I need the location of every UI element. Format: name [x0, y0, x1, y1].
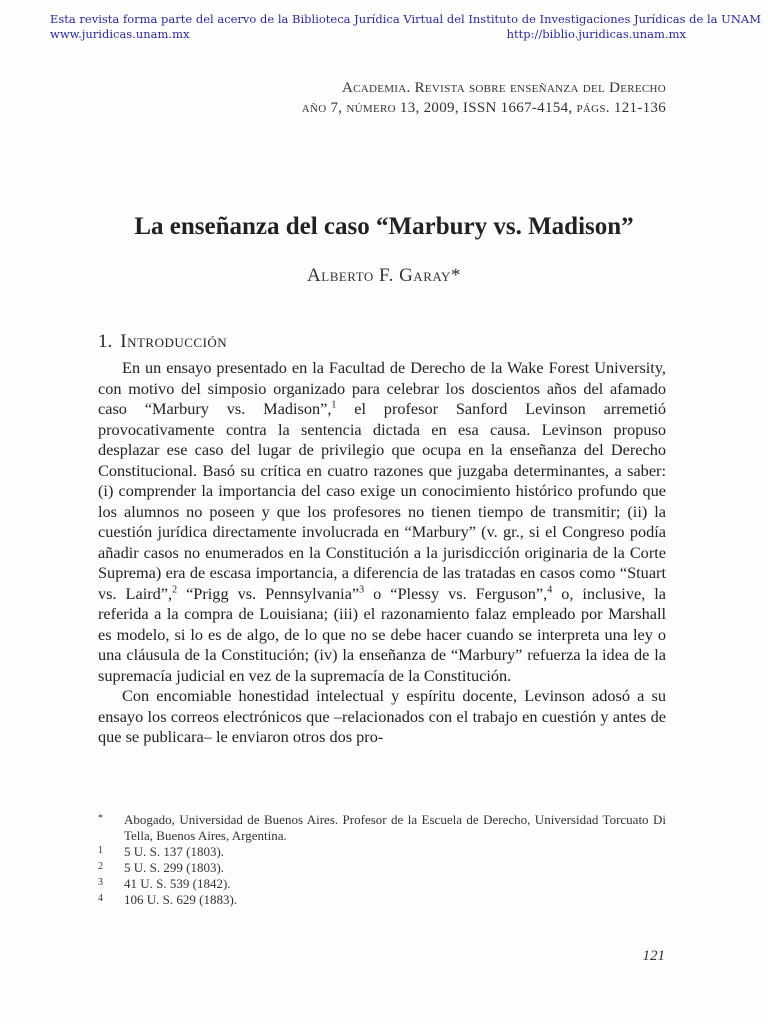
- footnote-mark: *: [98, 813, 103, 824]
- footnote-ref[interactable]: 1: [331, 399, 337, 411]
- journal-name: Academia. Revista sobre enseñanza del Derecho: [341, 80, 666, 96]
- paragraph: Con encomiable honestidad intelectual y espíritu docente, Levinson adosó a su ensayo los correos electrónicos que –relacionados con el trabajo en cuestión y antes de que se publicara– le enviaron otros dos pro-: [98, 686, 666, 746]
- footnote-text: 41 U. S. 539 (1842).: [124, 876, 231, 891]
- footnote-mark: 2: [98, 861, 103, 872]
- repository-notice: Esta revista forma parte del acervo de la Biblioteca Jurídica Virtual del Instituto de Investigaciones Jurídicas de la UNAM: [50, 12, 761, 26]
- biblio-link[interactable]: http://biblio.juridicas.unam.mx: [506, 27, 686, 41]
- footnote-mark: 1: [98, 845, 103, 856]
- footnotes: [98, 812, 666, 908]
- footnote-mark: 3: [98, 877, 103, 888]
- footnote-text: Abogado, Universidad de Buenos Aires. Profesor de la Escuela de Derecho, Universidad Torcuato Di Tella, Buenos Aires, Argentina.: [124, 812, 666, 843]
- footnote: [98, 876, 666, 892]
- repository-links: [50, 27, 686, 42]
- footnote-text: 106 U. S. 629 (1883).: [124, 892, 238, 907]
- footnote-ref[interactable]: 3: [359, 584, 365, 596]
- repository-header: [50, 12, 761, 42]
- article-title: La enseñanza del caso “Marbury vs. Madison”: [134, 213, 634, 240]
- footnote-text: 5 U. S. 137 (1803).: [124, 844, 225, 859]
- juridicas-link[interactable]: www.juridicas.unam.mx: [50, 27, 190, 41]
- footnote: [98, 844, 666, 860]
- section-heading: [98, 331, 227, 353]
- footnote: [98, 812, 666, 844]
- section-title: Introducción: [120, 331, 228, 352]
- paragraph: En un ensayo presentado en la Facultad de Derecho de la Wake Forest University, con motivo del simposio organizado para celebrar los doscientos años del afamado caso “Marbury vs. Madison”,$^1$ el profesor Sanford Levinson arremetió provocativamente contra la sentencia dictada en esa causa. Levinson propuso desplazar ese caso del lugar de privilegio que ocupa en la enseñanza del Derecho Constitucional. Basó su crítica en cuatro razones que juzgaba determinantes, a saber: (i) comprender la importancia del caso exige un conocimiento histórico profundo que los alumnos no poseen y que los profesores no tienen tiempo de transmitir; (ii) la cuestión jurídica directamente involucrada en “Marbury” (v. gr., si el Congreso podía añadir casos no enumerados en la Constitución a la jurisdicción originaria de la Corte Suprema) era de escasa importancia, a diferencia de las tratadas en casos como “Stuart vs. Laird”,$^2$ “Prigg vs. Pennsylvania”$^3$ o “Plessy vs. Ferguson”,$^4$ o, inclusive, la referida a la compra de Louisiana; (iii) el razonamiento falaz empleado por Marshall es modelo, si lo es de algo, de lo que no se debe hacer cuando se interpreta una ley o una cláusula de la Constitución; (iv) la enseñanza de “Marbury” refuerza la idea de la supremacía judicial en vez de la supremacía de la Constitución.: [98, 358, 667, 685]
- footnote-text: 5 U. S. 299 (1803).: [124, 860, 225, 875]
- article-author: Alberto F. Garay*: [307, 265, 461, 286]
- section-number: 1.: [98, 331, 113, 352]
- article-body: [98, 358, 666, 748]
- footnote: [98, 892, 666, 908]
- footnote: [98, 860, 666, 876]
- journal-issue: año 7, número 13, 2009, ISSN 1667-4154, págs. 121-136: [301, 100, 666, 116]
- page-number: 121: [642, 948, 665, 964]
- footnote-mark: 4: [98, 893, 103, 904]
- footnote-ref[interactable]: 4: [547, 584, 553, 596]
- journal-citation: [302, 78, 666, 118]
- footnote-ref[interactable]: 2: [172, 584, 178, 596]
